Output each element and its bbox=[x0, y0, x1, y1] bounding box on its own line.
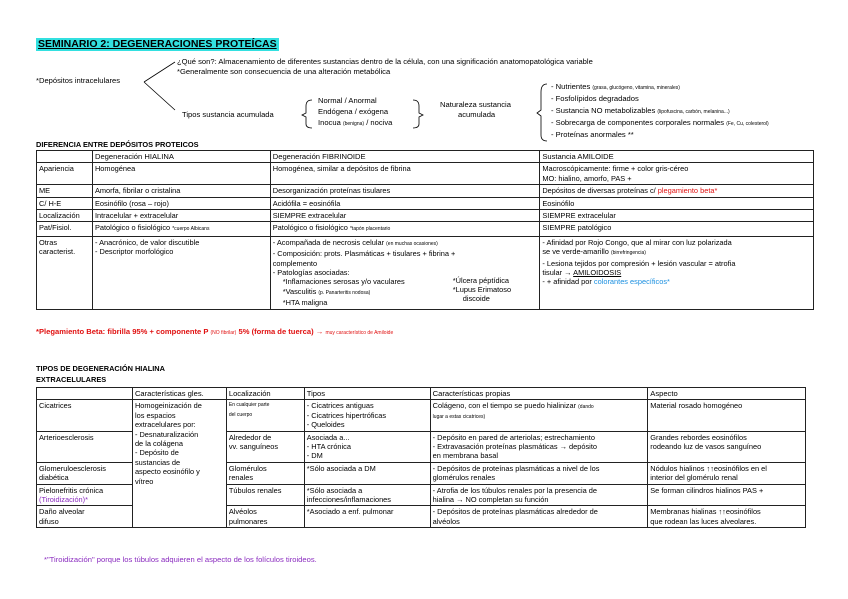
nature-label-2: acumulada bbox=[458, 110, 496, 119]
nature-item: - Nutrientes (grasa, glucógeno, vitamina, minerales) bbox=[551, 82, 680, 91]
type-endogena: Endógena / exógena bbox=[318, 107, 389, 116]
table-row: Pat/Fisiol. Patológico o fisiológico *cuerpo Albicans Patológico o fisiológico *tapón placentario SIEMPRE patológico bbox=[37, 222, 814, 236]
table-row: Degeneración HIALINA Degeneración FIBRINOIDE Sustancia AMILOIDE bbox=[37, 151, 814, 163]
diff-table bbox=[36, 150, 814, 310]
type-normal: Normal / Anormal bbox=[318, 96, 377, 105]
table-row: ME Amorfa, fibrilar o cristalina Desorganización proteínas tisulares Depósitos de diversas proteínas c/ plegamiento beta* bbox=[37, 185, 814, 197]
type-inocua: Inocua (benigna) / nociva bbox=[318, 118, 393, 127]
hialina-table bbox=[36, 387, 806, 528]
table-row: Cicatrices Homogeinización de los espacios extracelulares por: - Desnaturalización de la colágena - Depósito de sustancias de aspecto eosinófilo y vítreo En cualquier parte del cuerpo - Cicatrices antiguas - Cicatrices hipertróficas - Queloides Colágeno, con el tiempo se puedo hialinizar (dando lugar a estas cicatrices) Material rosado homogéneo bbox=[37, 400, 806, 431]
nature-item: - Sustancia NO metabolizables (lipofuscina, carbón, melanina...) bbox=[551, 106, 730, 115]
table-row: C/ H-E Eosinófilo (rosa – rojo) Acidófila = eosinófila Eosinófilo bbox=[37, 197, 814, 209]
nature-item: - Sobrecarga de componentes corporales normales (Fe, Cu, colesterol) bbox=[551, 118, 769, 127]
nature-item: - Proteínas anormales ** bbox=[551, 130, 634, 139]
types-label: Tipos sustancia acumulada bbox=[182, 110, 274, 119]
table-row: Otras caracterist. - Anacrónico, de valor discutible - Descriptor morfológico - Acompañada de necrosis celular (en muchas ocasiones) - Composición: prots. Plasmáticas + tisulares + fibrina + complemento - Patologías asociadas: *Inflamaciones serosas y/o vaculares *Vasculitis (p. Panarteritis nodosa) *HTA maligna *Úlcera péptídica *Lupus Erimatoso discoide - Afinidad por Rojo Congo, que al mirar con luz polarizada se ve verde-amarillo (birrefringencia) - Lesiona tejidos por compresión + lesión vascular = atrofia tisular → AMILOIDOSIS - + afinidad por colorantes específicos* bbox=[37, 236, 814, 309]
table-row: Localización Intracelular + extracelular SIEMPRE extracelular SIEMPRE extracelular bbox=[37, 210, 814, 222]
plegamiento-footnote: *Plegamiento Beta: fibrilla 95% + componente P (NO fibrilar) 5% (forma de tuerca) → muy característico de Amiloide bbox=[36, 327, 394, 336]
general-text: *Generalmente son consecuencia de una alteración metabólica bbox=[177, 67, 391, 76]
hialina-heading: TIPOS DE DEGENERACIÓN HIALINA bbox=[36, 364, 165, 373]
hialina-sub: EXTRACELULARES bbox=[36, 375, 107, 384]
table-row: Apariencia Homogénea Homogénea, similar a depósitos de fibrina Macroscópicamente: firme + color gris-céreo MO: hialino, amorfo, PAS + bbox=[37, 163, 814, 185]
table-row: Glomeruloesclerosis diabética Glomérulos renales *Sólo asociada a DM - Depósitos de proteínas plasmáticas a nivel de los glomérulos renales Nódulos hialinos ↑↑eosinófilos en el interior del glomérulo renal bbox=[37, 462, 806, 484]
table-row: Pielonefritis crónica (Tiroidización)* Túbulos renales *Sólo asociada a infecciones/inflamaciones - Atrofia de los túbulos renales por la presencia de hialina → NO completan su función Se forman cilindros hialinos PAS + bbox=[37, 484, 806, 506]
nature-label-1: Naturaleza sustancia bbox=[440, 100, 511, 109]
deposits-label: *Depósitos intracelulares bbox=[36, 76, 120, 85]
nature-item: - Fosfolípidos degradados bbox=[551, 94, 639, 103]
page-title: SEMINARIO 2: DEGENERACIONES PROTEÍCAS bbox=[38, 38, 277, 50]
table-row: Arterioesclerosis Alrededor de vv. sanguíneos Asociada a... - HTA crónica - DM - Depósito en pared de arteriolas; estrechamiento - Extravasación proteínas plasmáticas → depósito en membrana basal Grandes rebordes eosinófilos rodeando luz de vasos sanguíneo bbox=[37, 431, 806, 462]
table-row: Características gles. Localización Tipos Características propias Aspecto bbox=[37, 388, 806, 400]
diff-heading: DIFERENCIA ENTRE DEPÓSITOS PROTEICOS bbox=[36, 140, 199, 149]
tiroidizacion-footnote: *"Tiroidización" porque los túbulos adquieren el aspecto de los folículos tiroideos. bbox=[44, 555, 317, 564]
what-is-text: ¿Qué son?: Almacenamiento de diferentes sustancias dentro de la célula, con una significación anatomopatológica variable bbox=[177, 57, 593, 66]
table-row: Daño alveolar difuso Alvéolos pulmonares *Asociado a enf. pulmonar - Depósitos de proteínas plasmáticas alrededor de alvéolos Membranas hialinas ↑↑eosinófilos que rodean las luces alveolares. bbox=[37, 506, 806, 528]
